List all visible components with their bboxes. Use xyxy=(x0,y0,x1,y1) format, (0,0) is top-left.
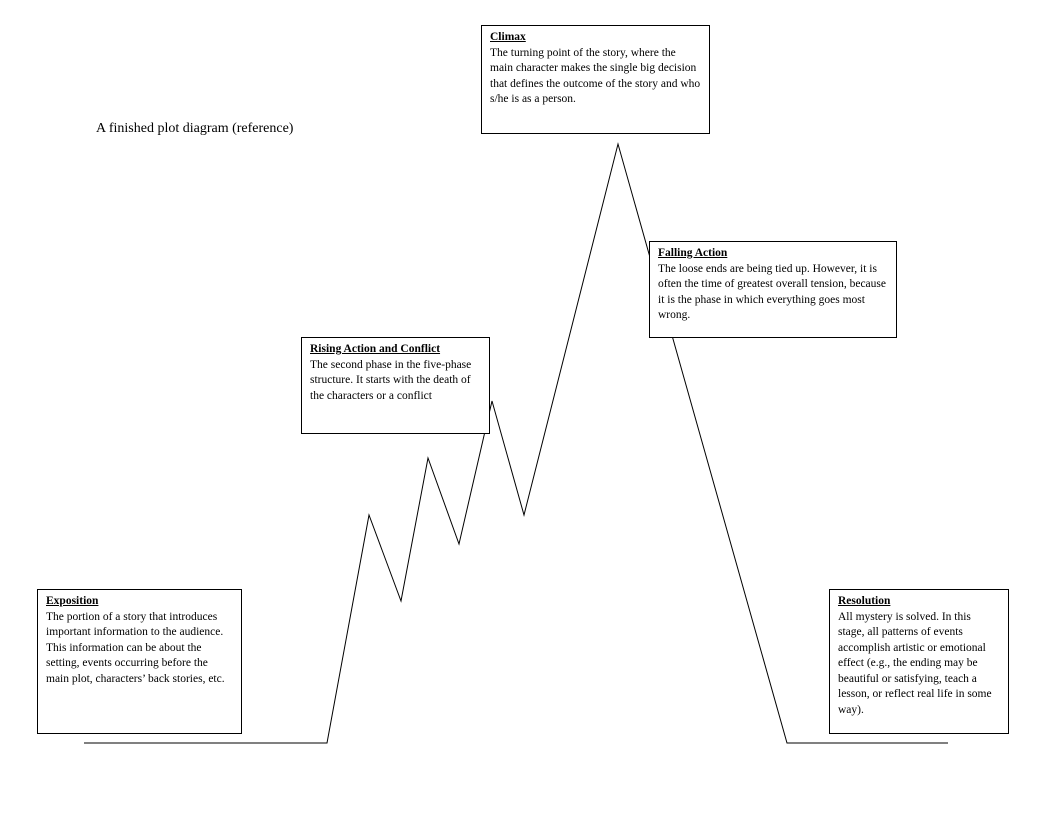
falling-action-text: The loose ends are being tied up. However, it is often the time of greatest overall tension, because it is the phase in which everything goes most wrong. xyxy=(658,262,886,321)
falling-action-box xyxy=(649,241,897,338)
rising-action-text: The second phase in the five-phase structure. It starts with the death of the characters or a conflict xyxy=(310,358,472,402)
falling-action-heading: Falling Action xyxy=(658,247,728,259)
climax-heading: Climax xyxy=(490,31,526,43)
diagram-title: A finished plot diagram (reference) xyxy=(96,121,294,136)
exposition-text: The portion of a story that introduces important information to the audience. This information can be about the setting, events occurring before the main plot, characters’ back stories, etc. xyxy=(46,610,225,685)
climax-text: The turning point of the story, where the main character makes the single big decision that defines the outcome of the story and who s/he is as a person. xyxy=(490,46,701,105)
climax-box xyxy=(481,25,710,134)
resolution-heading: Resolution xyxy=(838,595,891,607)
exposition-heading: Exposition xyxy=(46,595,99,607)
rising-action-box xyxy=(301,337,490,434)
exposition-box xyxy=(37,589,242,734)
rising-action-heading: Rising Action and Conflict xyxy=(310,343,441,355)
resolution-box xyxy=(829,589,1009,734)
resolution-text: All mystery is solved. In this stage, all patterns of events accomplish artistic or emotional effect (e.g., the ending may be beautiful or satisfying, teach a lesson, or reflect real life in some way). xyxy=(838,610,992,716)
